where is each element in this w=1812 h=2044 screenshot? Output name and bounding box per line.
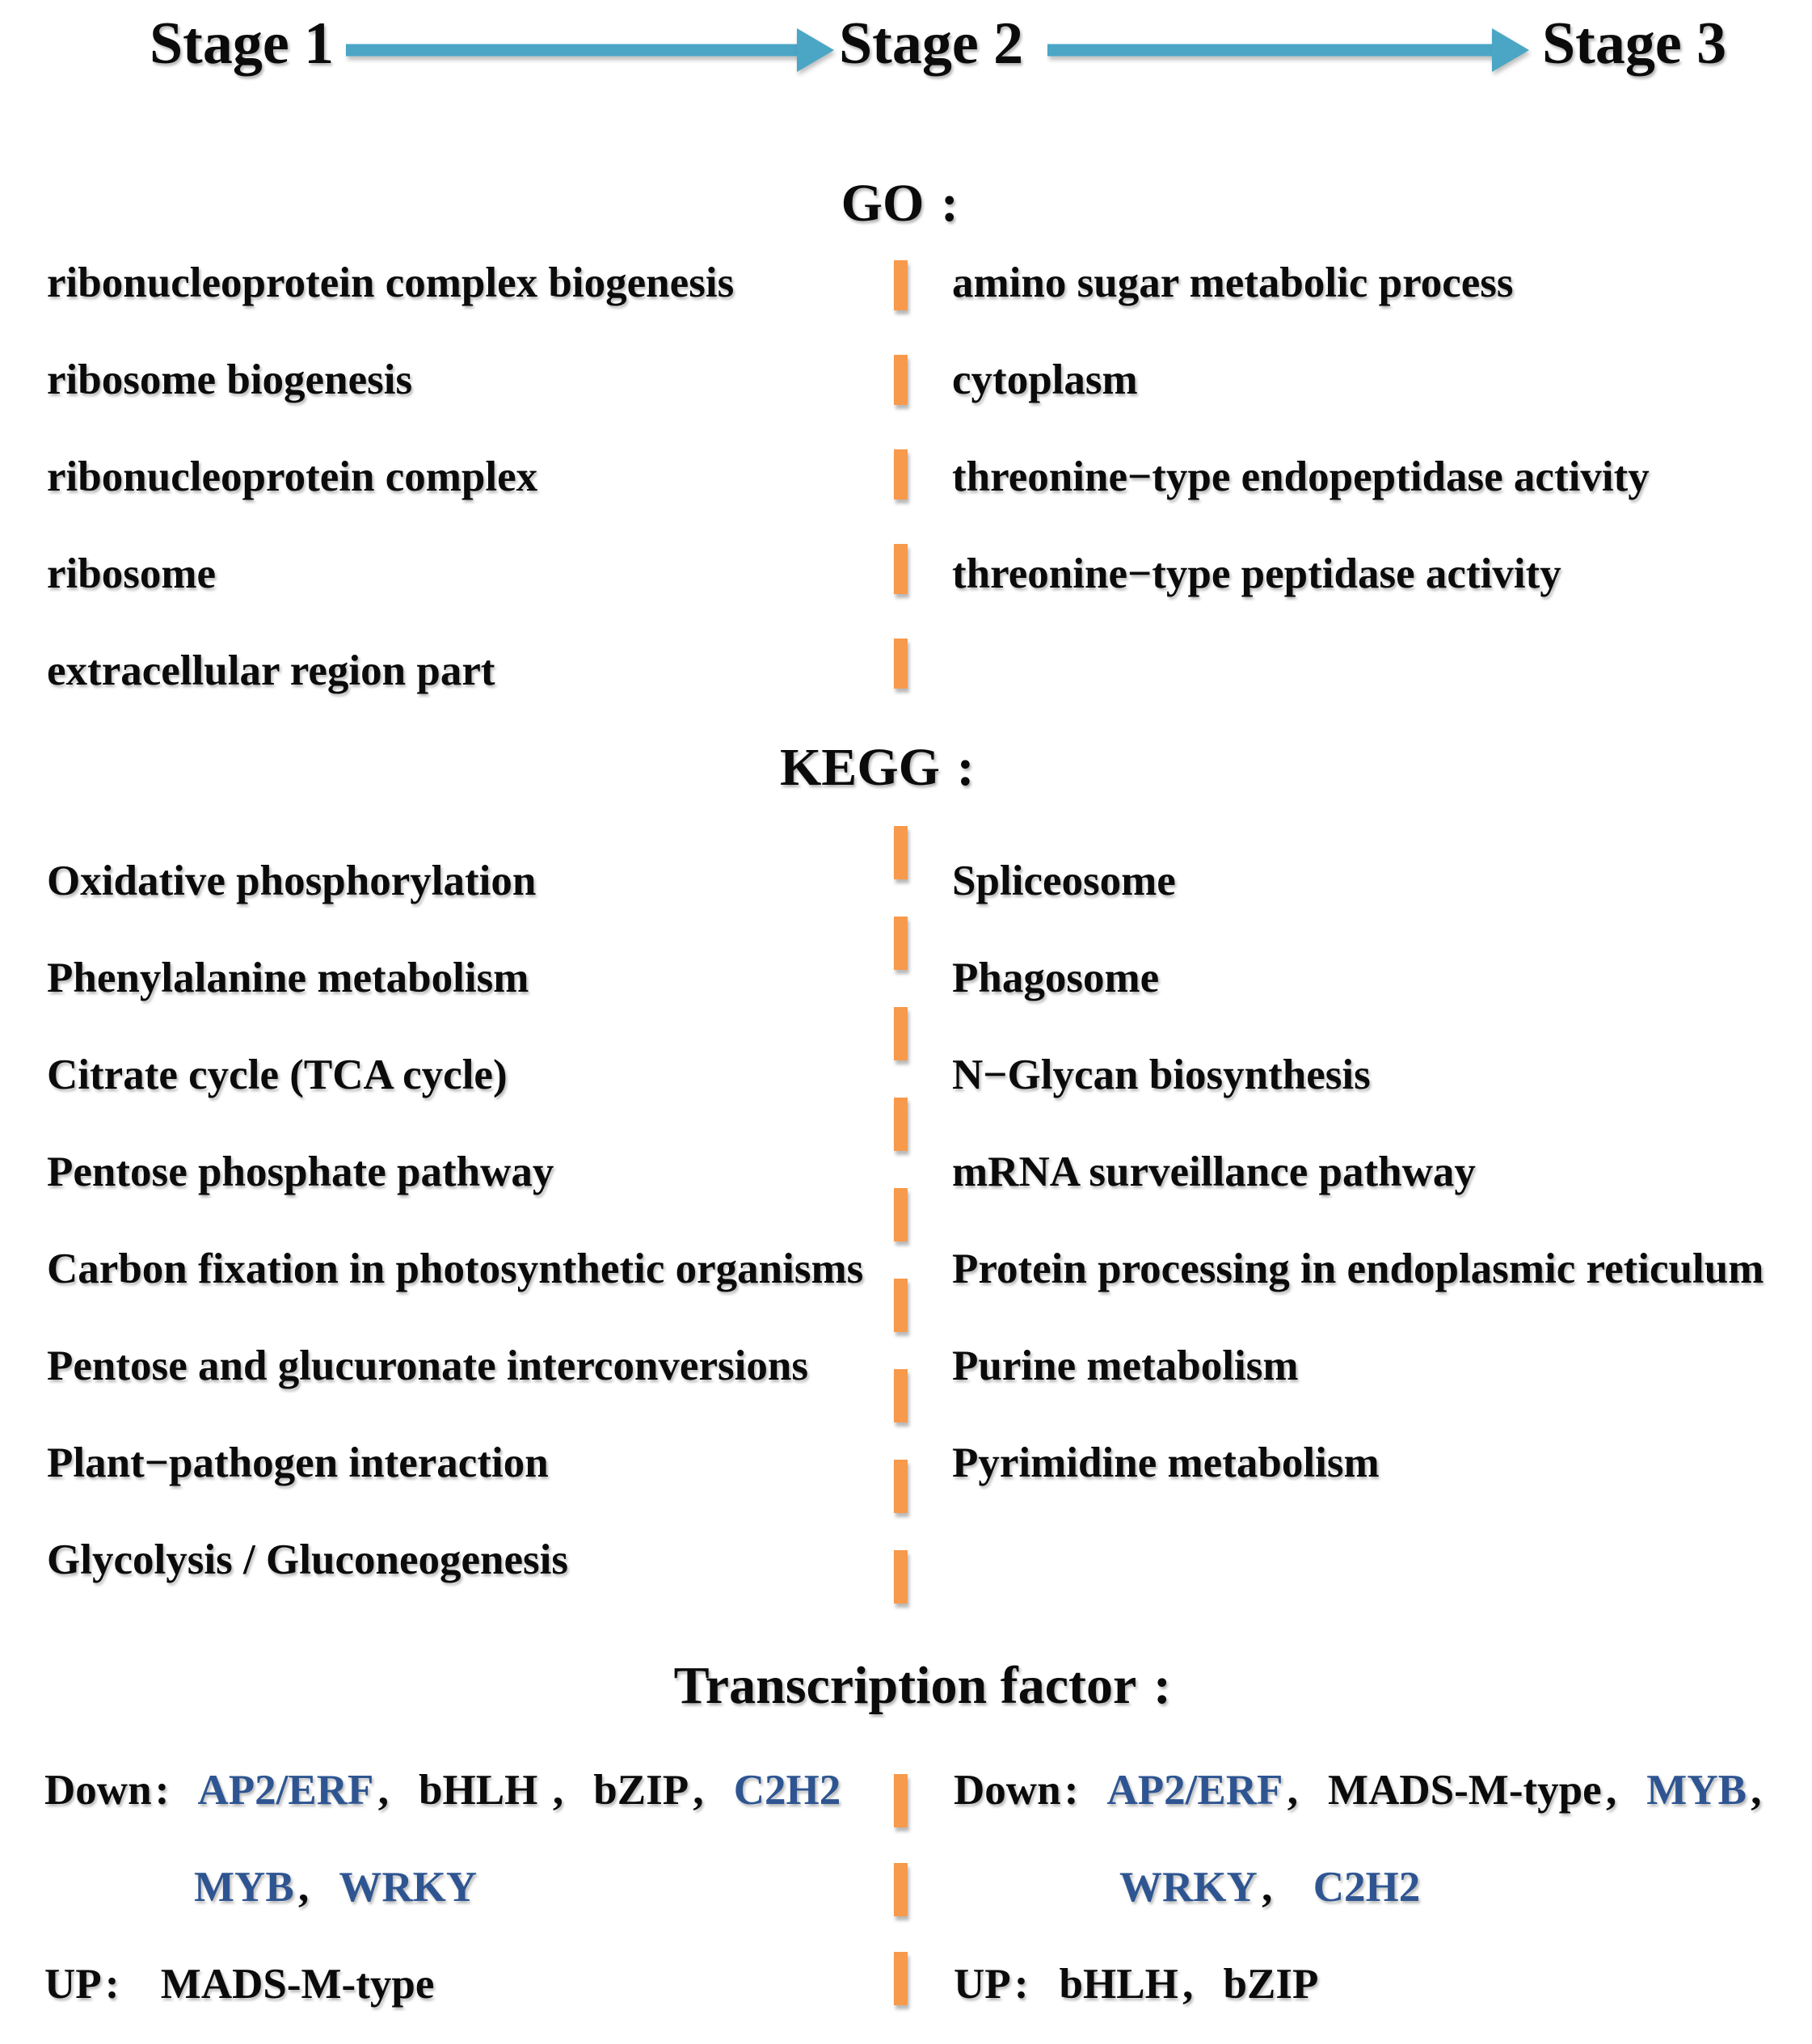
tf-name-segment: AP2/ERF [197,1767,374,1814]
arrow-shaft [346,44,800,57]
kegg-stage1-list [47,832,863,1608]
divider-dash [894,1863,908,1916]
tf-name-segment: C2H2 [1313,1864,1421,1911]
stage-3-label: Stage 3 [1542,10,1727,77]
stage2-to-stage3-arrow [1047,24,1529,76]
tf-name-segment: , [1751,1767,1762,1814]
divider-dash [894,1369,908,1422]
go-stage1-list [47,234,734,719]
tf-name-segment: C2H2 [733,1767,841,1814]
tf-right-down-line2 [1119,1863,1420,1911]
kegg-stage2-list [952,832,1764,1511]
kegg-pathway: Pentose phosphate pathway [47,1148,554,1195]
tf-name-segment: , [377,1767,389,1814]
tf-divider-dashed-line [894,1774,908,2041]
go-term: ribosome biogenesis [47,356,413,403]
tf-name-segment: , [1605,1767,1617,1814]
go-term: extracellular region part [47,647,495,694]
tf-right-up-line [954,1960,1318,2008]
tf-name-segment: , [297,1864,310,1911]
divider-dash [894,1774,908,1827]
go-term: ribonucleoprotein complex biogenesis [47,259,735,306]
tf-name-segment: MYB [1646,1767,1747,1814]
kegg-pathway: Phenylalanine metabolism [47,955,529,1001]
divider-dash [894,355,908,405]
go-term: threonine−type endopeptidase activity [952,453,1650,500]
go-term: amino sugar metabolic process [952,259,1514,306]
divider-dash [894,1188,908,1241]
divider-dash [894,449,908,499]
divider-dash [894,1952,908,2005]
divider-dash [894,260,908,310]
divider-dash [894,826,908,879]
tf-name-segment: , [552,1767,564,1814]
divider-dash [894,1007,908,1060]
tf-name-segment: MADS-M-type [1328,1767,1602,1814]
arrow-head-icon [797,28,834,72]
stage1-to-stage2-arrow [346,24,834,76]
tf-name-segment: , [1287,1767,1298,1814]
tf-name-segment: MYB [194,1864,294,1911]
tf-name-segment: , [1262,1864,1273,1911]
divider-dash [894,917,908,970]
kegg-pathway: Citrate cycle (TCA cycle) [47,1052,508,1098]
divider-dash [894,544,908,594]
tf-right-down-line1 [954,1766,1792,1814]
go-term: cytoplasm [952,356,1138,403]
kegg-pathway: Phagosome [952,955,1160,1001]
tf-left-up-line [44,1960,434,2008]
tf-name-segment: UP: [44,1961,120,2008]
arrow-shaft [1047,44,1495,57]
go-section-title: GO : [841,174,959,233]
stage-2-label: Stage 2 [839,10,1024,77]
kegg-section-title: KEGG : [779,738,975,797]
kegg-pathway: mRNA surveillance pathway [952,1148,1476,1195]
tf-name-segment: , [693,1767,704,1814]
tf-name-segment: bZIP [1223,1961,1319,2008]
kegg-pathway: Protein processing in endoplasmic reticulum [952,1245,1764,1292]
tf-name-segment: bHLH [419,1767,538,1814]
go-term: ribosome [47,550,217,597]
kegg-pathway: Oxidative phosphorylation [47,858,537,904]
tf-name-segment: AP2/ERF [1106,1767,1283,1814]
go-stage2-list [952,234,1650,622]
kegg-pathway: Pyrimidine metabolism [952,1439,1380,1486]
kegg-pathway: Spliceosome [952,858,1176,904]
divider-dash [894,1279,908,1332]
divider-dash [894,1460,908,1513]
kegg-pathway: Plant−pathogen interaction [47,1439,549,1486]
tf-name-segment: MADS-M-type [160,1961,435,2008]
tf-name-segment: UP: [954,1961,1029,2008]
kegg-pathway: Carbon fixation in photosynthetic organisms [47,1245,864,1292]
tf-name-segment: bZIP [593,1767,689,1814]
divider-dash [894,638,908,689]
kegg-pathway: Glycolysis / Gluconeogenesis [47,1536,569,1583]
tf-name-segment: , [1182,1961,1194,2008]
tf-name-segment: Down: [954,1767,1079,1814]
kegg-pathway: Pentose and glucuronate interconversions [47,1342,808,1389]
go-term: threonine−type peptidase activity [952,550,1561,597]
tf-name-segment: WRKY [1119,1864,1258,1911]
tf-name-segment: Down: [44,1767,170,1814]
arrow-head-icon [1492,28,1529,72]
kegg-divider-dashed-line [894,826,908,1641]
divider-dash [894,1098,908,1151]
tf-left-down-line2 [194,1863,477,1911]
go-divider-dashed-line [894,260,908,733]
divider-dash [894,1550,908,1604]
tf-section-title: Transcription factor : [673,1656,1171,1715]
stage-1-label: Stage 1 [150,10,335,77]
go-term: ribonucleoprotein complex [47,453,538,500]
tf-name-segment: bHLH [1059,1961,1178,2008]
kegg-pathway: Purine metabolism [952,1342,1299,1389]
tf-name-segment: WRKY [339,1864,478,1911]
tf-left-down-line1 [44,1766,841,1814]
kegg-pathway: N−Glycan biosynthesis [952,1052,1371,1098]
